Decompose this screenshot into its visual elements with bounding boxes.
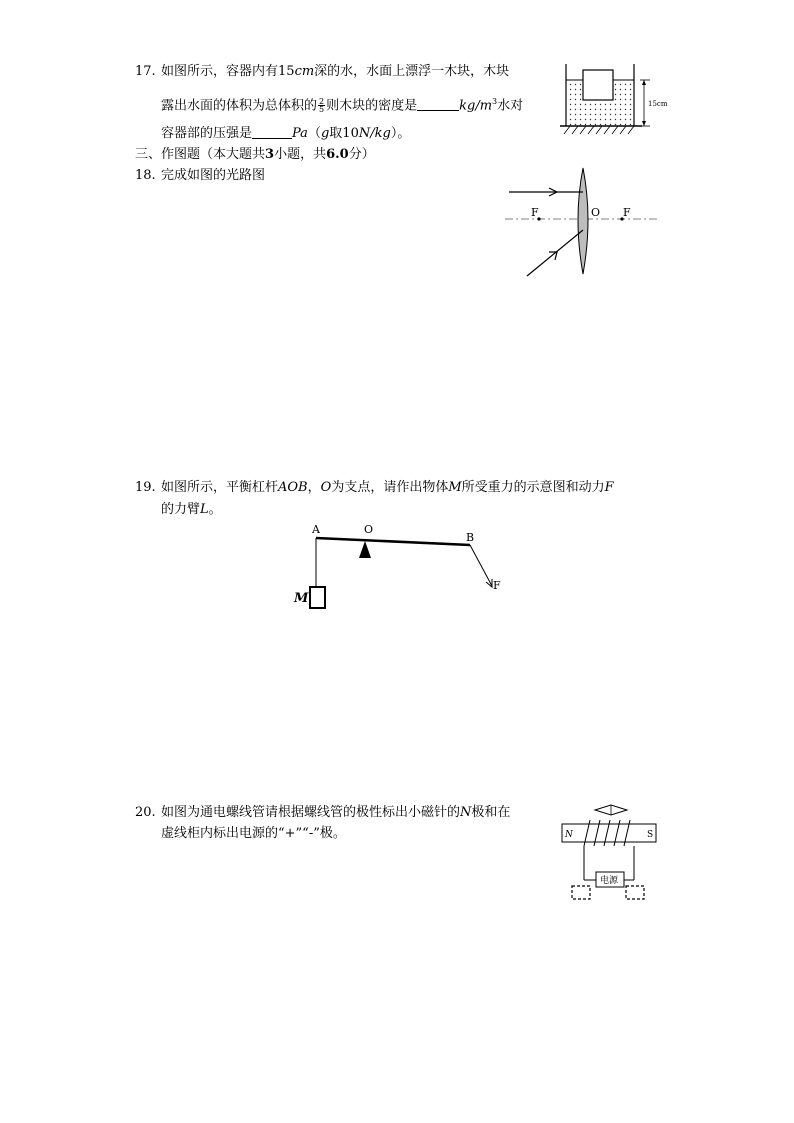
fraction: $\frac{2}{5}$ (319, 97, 325, 115)
incident-ray-oblique (527, 230, 583, 276)
lever-bar (316, 538, 470, 545)
label-f: F (493, 579, 501, 592)
question-number: 20. (135, 805, 156, 820)
object-m (310, 587, 325, 608)
label-a: A (312, 523, 320, 536)
label-f-left: F (531, 206, 539, 219)
q19-line1: 19. 如图所示，平衡杠杆AOB，O为支点，请作出物体M所受重力的示意图和动力F (135, 480, 614, 495)
q17-line2: 露出水面的体积为总体积的 $\frac{2}{5}$ 则木块的密度是 $kg/m^3$水对 (161, 97, 524, 115)
q17-line1: 17. 如图所示，容器内有15cm深的水，水面上漂浮一木块，木块 (135, 64, 510, 79)
power-label: 电源 (600, 876, 619, 886)
label-m: M (294, 591, 309, 606)
label-n: N (565, 830, 573, 840)
q18-line1: 18. 完成如图的光路图 (135, 168, 266, 183)
answer-blank[interactable] (417, 96, 459, 111)
depth-value: 15 (278, 64, 295, 79)
pole-box-left[interactable] (572, 886, 590, 899)
q20-line2: 虚线柜内标出电源的“+”“-”极。 (161, 826, 346, 841)
q17-line3: 容器部的压强是 Pa（g取10N/kg）。 (161, 126, 411, 141)
label-f-right: F (623, 206, 631, 219)
q20-line1: 20. 如图为通电螺线管请根据螺线管的极性标出小磁针的N极和在 (135, 805, 511, 820)
convex-lens (578, 168, 588, 274)
pole-box-right[interactable] (626, 886, 644, 899)
label-o: O (364, 523, 374, 536)
q19-line2: 的力臂L。 (161, 502, 222, 517)
depth-label: 15cm (648, 100, 668, 108)
question-number: 19. (135, 480, 156, 495)
solenoid-core (562, 824, 656, 842)
answer-blank[interactable] (252, 124, 292, 139)
section-header: 三、作图题（本大题共3小题，共6.0分） (135, 147, 375, 162)
question-number: 18. (135, 168, 156, 183)
wood-block (583, 70, 613, 100)
lens-figure (505, 166, 665, 278)
lever-figure (290, 520, 510, 615)
fulcrum (359, 541, 371, 558)
label-o: O (591, 206, 601, 219)
force-f-arrow (470, 545, 492, 586)
question-number: 17. (135, 64, 156, 79)
label-s: S (647, 830, 654, 840)
label-b: B (466, 531, 475, 544)
solenoid-figure (558, 800, 663, 904)
container-figure (558, 62, 670, 142)
